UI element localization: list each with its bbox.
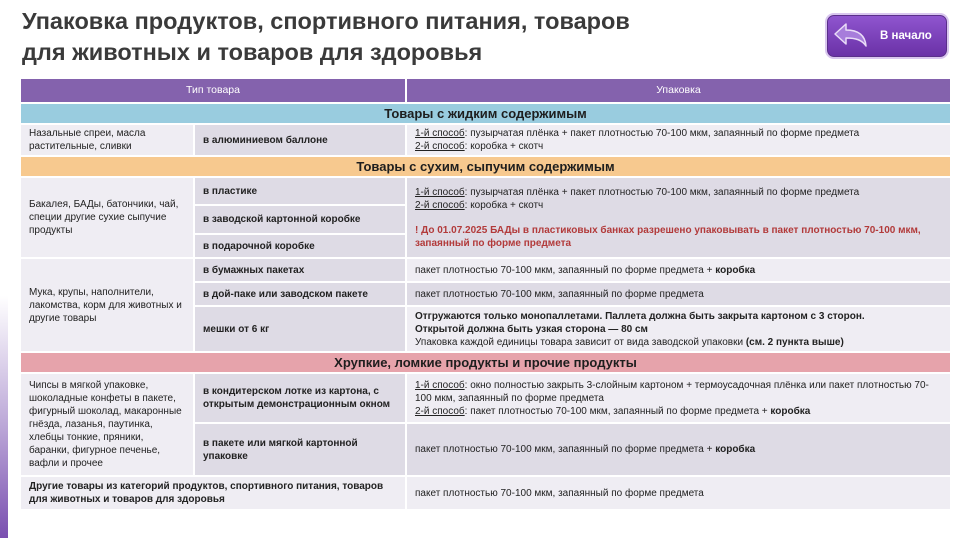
method1-label: 1-й способ [415,186,465,198]
packaging-text-bold: коробка [715,444,756,455]
product-type-cell: Мука, крупы, наполнители, лакомства, корм для животных и другие товары [20,258,194,352]
method2-text-bold: коробка [770,405,811,417]
method2-label: 2-й способ [415,141,465,152]
section-title-fragile: Хрупкие, ломкие продукты и прочие продукты [20,352,951,373]
section-title-dry: Товары с сухим, сыпучим содержимым [20,156,951,177]
packaging-subtype-cell: в бумажных пакетах [194,258,406,282]
pallet-rule-line3-bold: (см. 2 пункта выше) [745,336,844,348]
page-title-line2: для животных и товаров для здоровья [22,39,483,65]
packaging-method-cell [406,423,951,476]
product-type-cell: Чипсы в мягкой упаковке, шоколадные конфеты в пакете, фигурный шоколад, макаронные гнёзда, лазанья, паутинка, хлебцы тонкие, пряники, баранки, фигурное печенье, вафли и прочее [20,373,194,476]
pallet-rule-line3: Упаковка каждой единицы товара зависит от вида заводской упаковки [415,336,746,348]
method1-label: 1-й способ [415,379,465,391]
packaging-method-cell: пакет плотностью 70-100 мкм, запаянный по форме предмета [406,282,951,306]
packaging-subtype-cell: в кондитерском лотке из картона, с открытым демонстрационным окном [194,373,406,423]
product-type-cell: Бакалея, БАДы, батончики, чай, специи другие сухие сыпучие продукты [20,177,194,258]
section-row-fragile [20,352,951,373]
method2-text: : коробка + скотч [464,199,544,211]
packaging-subtype-cell: в алюминиевом баллоне [194,124,406,156]
packaging-method-cell [406,258,951,282]
table-header-row [20,78,951,103]
table-row [20,124,951,156]
packaging-subtype-cell: в дой-паке или заводском пакете [194,282,406,306]
packaging-subtype-cell: в подарочной коробке [194,234,406,258]
packaging-method-cell [406,124,951,156]
packaging-method-cell [406,373,951,423]
packaging-table [19,77,952,511]
packaging-subtype-cell: в пластике [194,177,406,205]
product-type-cell: Назальные спреи, масла растительные, сливки [20,124,194,156]
pallet-rule-line2: Открытой должна быть узкая сторона — 80 см [415,323,648,335]
method1-text: : пузырчатая плёнка + пакет плотностью 70-100 мкм, запаянный по форме предмета [464,128,860,139]
return-arrow-icon [828,16,874,56]
table-row [20,476,951,510]
method1-text: : пузырчатая плёнка + пакет плотностью 70-100 мкм, запаянный по форме предмета [464,186,860,198]
table-row [20,177,951,205]
method2-text: : пакет плотностью 70-100 мкм, запаянный по форме предмета + [464,405,771,417]
packaging-method-cell [406,306,951,352]
packaging-subtype-cell: в пакете или мягкой картонной упаковке [194,423,406,476]
packaging-text: пакет плотностью 70-100 мкм, запаянный по форме предмета + [415,444,716,455]
home-button[interactable] [827,15,947,57]
method2-label: 2-й способ [415,405,465,417]
col-header-type: Тип товара [20,78,406,103]
packaging-subtype-cell: мешки от 6 кг [194,306,406,352]
method2-text: : коробка + скотч [464,141,544,152]
table-row [20,258,951,282]
packaging-method-cell: пакет плотностью 70-100 мкм, запаянный по форме предмета [406,476,951,510]
method1-text: : окно полностью закрыть 3-слойным картоном + термоусадочная плёнка или пакет плотностью 70-100 мкм, запаянный по форме предмета [415,379,929,404]
packaging-subtype-cell: в заводской картонной коробке [194,205,406,234]
warning-note: ! До 01.07.2025 БАДы в пластиковых банках разрешено упаковывать в пакет плотностью 70-100 мкм, запаянный по форме предмета [415,224,921,249]
left-accent-bar [0,0,8,538]
pallet-rule-line1: Отгружаются только монопаллетами. Паллета должна быть закрыта картоном с 3 сторон. [415,310,865,322]
packaging-text: пакет плотностью 70-100 мкм, запаянный по форме предмета + [415,264,716,276]
page-title [22,6,782,68]
packaging-method-cell [406,177,951,258]
section-row-liquid [20,103,951,124]
section-title-liquid: Товары с жидким содержимым [20,103,951,124]
home-button-label: В начало [880,30,932,42]
method2-label: 2-й способ [415,199,465,211]
product-type-cell: Другие товары из категорий продуктов, спортивного питания, товаров для животных и товаров для здоровья [20,476,406,510]
page-title-line1: Упаковка продуктов, спортивного питания, товаров [22,8,630,34]
section-row-dry [20,156,951,177]
packaging-text-bold: коробка [715,264,756,276]
table-row [20,373,951,423]
col-header-packaging: Упаковка [406,78,951,103]
method1-label: 1-й способ [415,128,465,139]
